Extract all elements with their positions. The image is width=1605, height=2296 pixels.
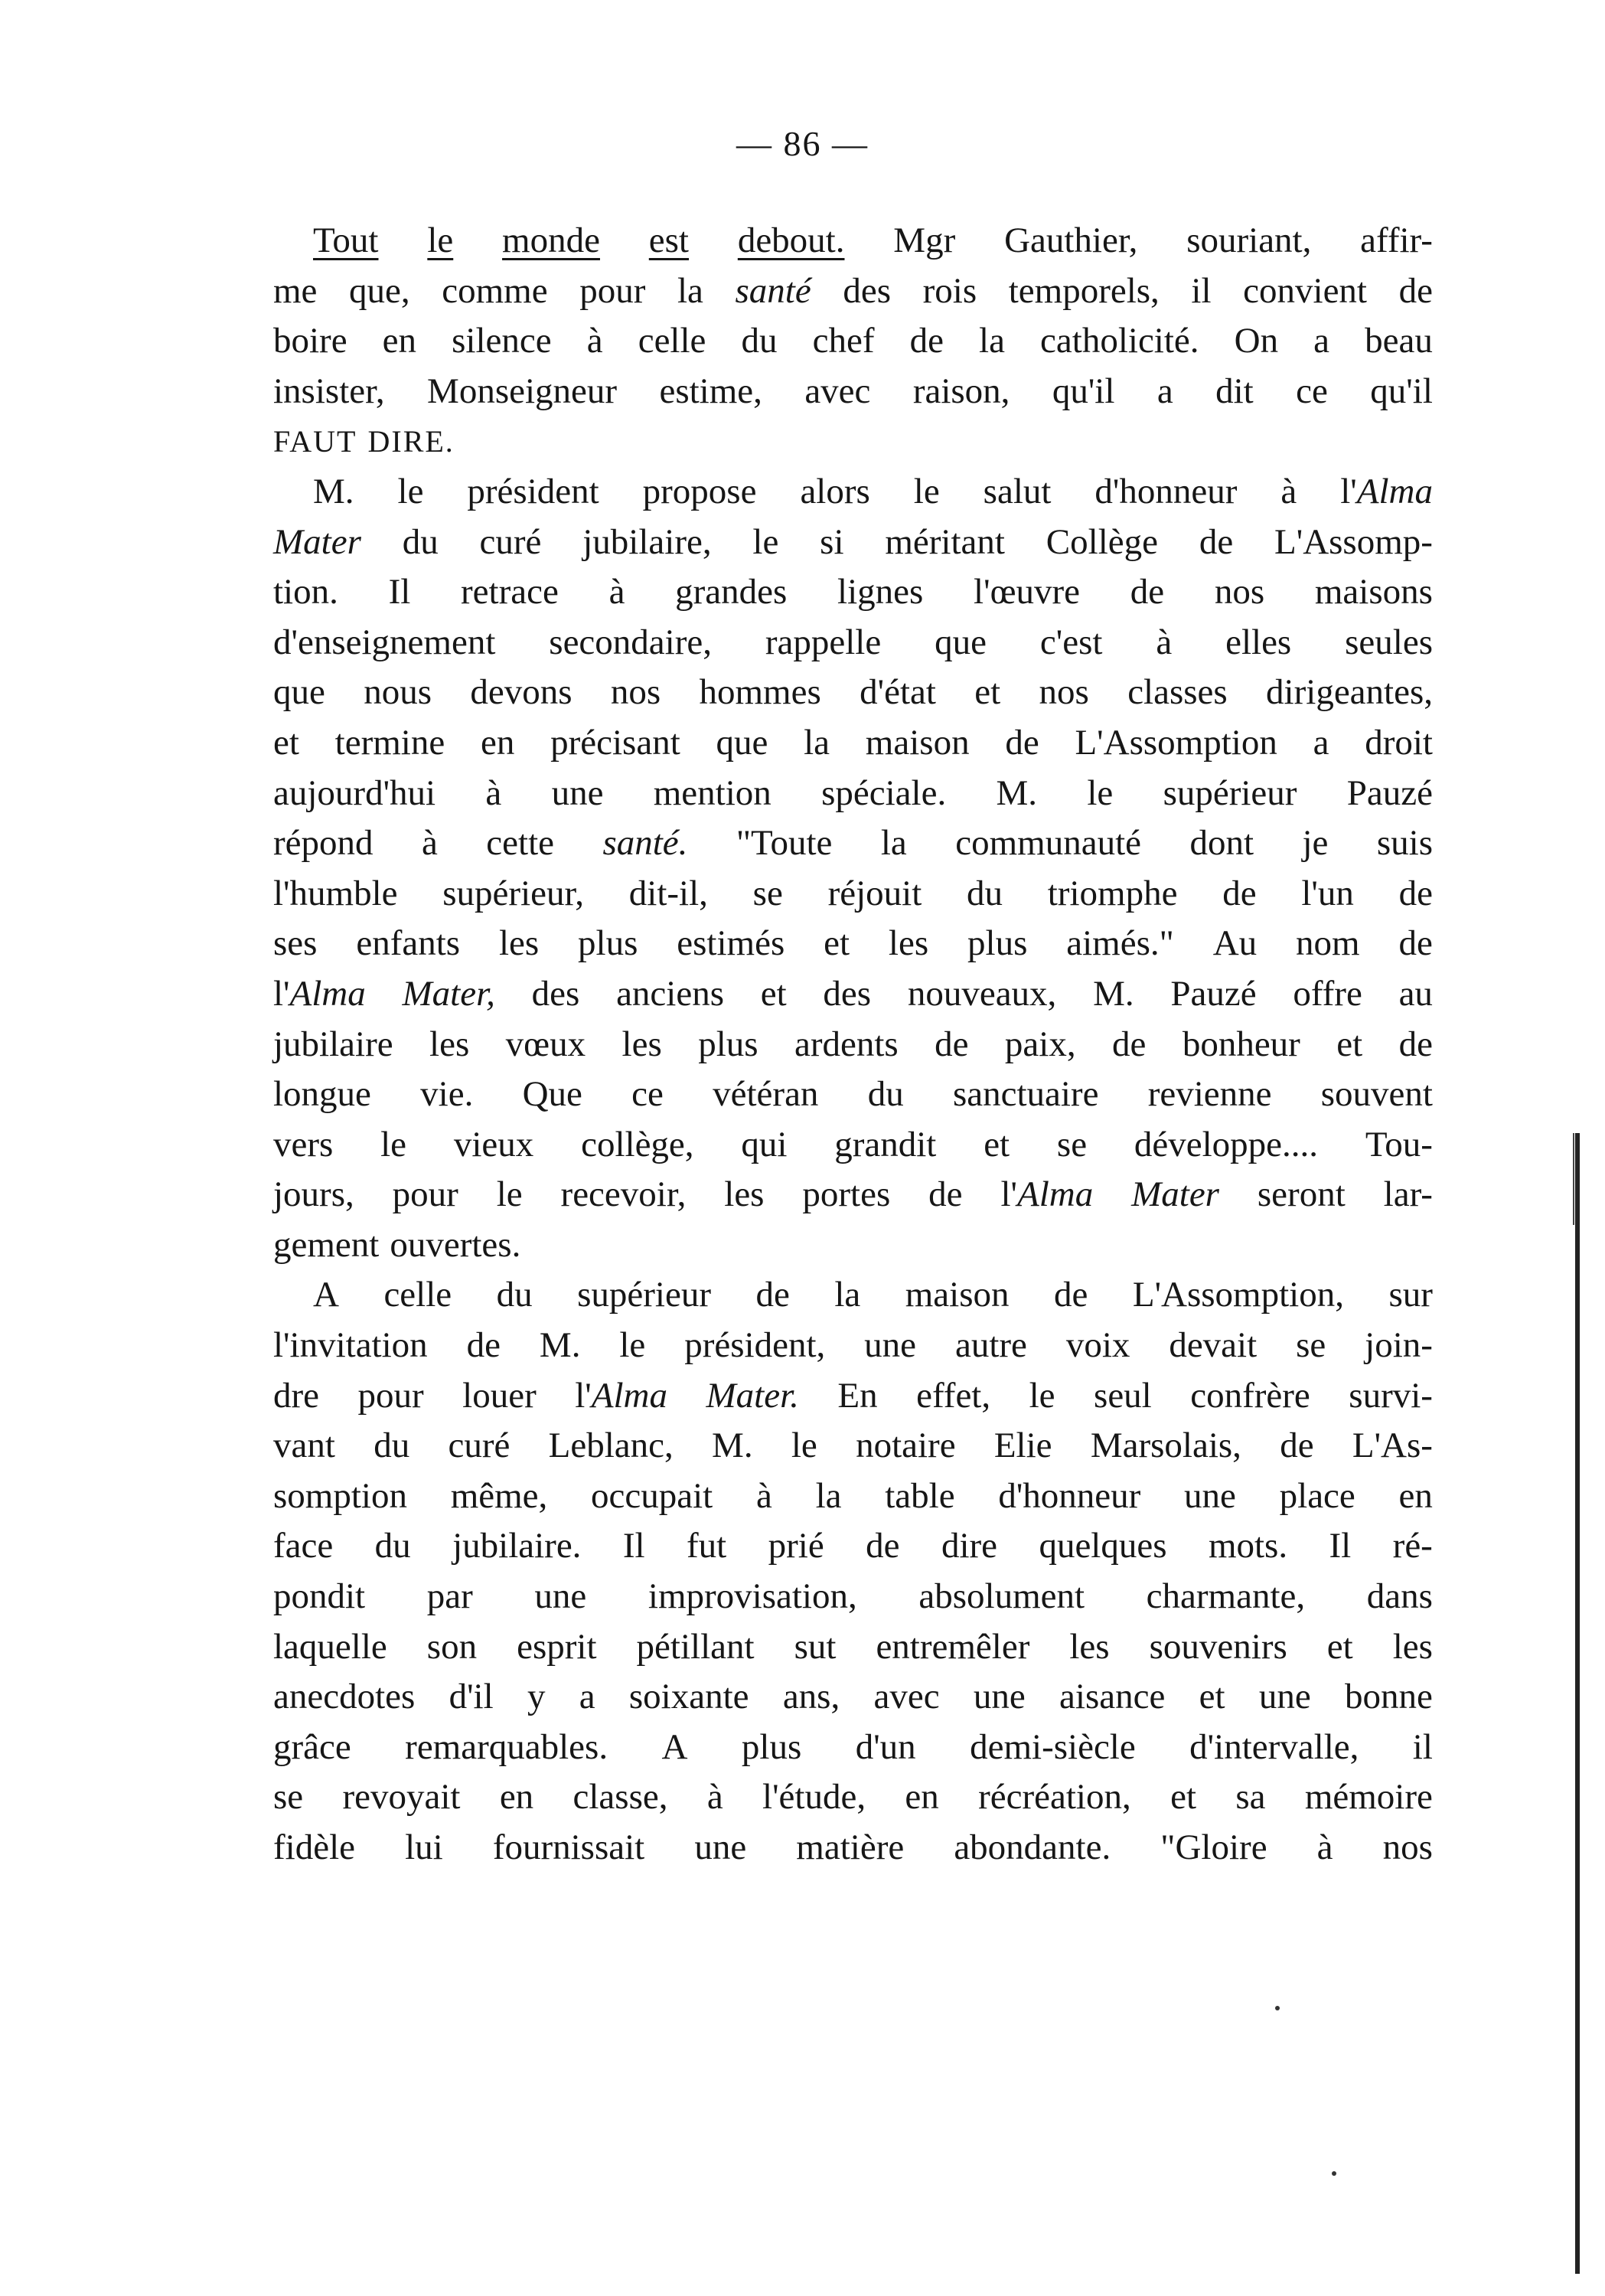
text-line: anecdotes d'il y a soixante ans, avec une aisance et une bonne bbox=[273, 1677, 1433, 1717]
text-line: Mater du curé jubilaire, le si méritant Collège de L'Assomp- bbox=[273, 521, 1433, 562]
scan-speck bbox=[1275, 2006, 1280, 2010]
text-line: l'invitation de M. le président, une autre voix devait se join- bbox=[273, 1325, 1433, 1366]
text-line: M. le président propose alors le salut d'honneur à l'Alma bbox=[313, 471, 1433, 511]
body-text bbox=[273, 216, 1433, 1873]
scan-edge-rule bbox=[1575, 1133, 1580, 2274]
scan-speck bbox=[1332, 2171, 1336, 2176]
text-line: d'enseignement secondaire, rappelle que c'est à elles seules bbox=[273, 622, 1433, 662]
text-line: répond à cette santé. "Toute la communauté dont je suis bbox=[273, 823, 1433, 864]
text-line: jours, pour le recevoir, les portes de l'Alma Mater seront lar- bbox=[273, 1174, 1433, 1215]
text-line: Tout le monde est debout. Mgr Gauthier, souriant, affir- bbox=[313, 220, 1433, 260]
text-line: laquelle son esprit pétillant sut entremêler les souvenirs et les bbox=[273, 1626, 1433, 1667]
text-line: se revoyait en classe, à l'étude, en récréation, et sa mémoire bbox=[273, 1777, 1433, 1818]
text-line: boire en silence à celle du chef de la catholicité. On a beau bbox=[273, 321, 1433, 361]
text-line: vers le vieux collège, qui grandit et se développe.... Tou- bbox=[273, 1124, 1433, 1164]
text-line: ses enfants les plus estimés et les plus aimés." Au nom de bbox=[273, 923, 1433, 964]
text-line: et termine en précisant que la maison de L'Assomption a droit bbox=[273, 722, 1433, 763]
text-line: A celle du supérieur de la maison de L'Assomption, sur bbox=[313, 1275, 1433, 1315]
text-line: me que, comme pour la santé des rois temporels, il convient de bbox=[273, 270, 1433, 311]
text-line: aujourd'hui à une mention spéciale. M. le supérieur Pauzé bbox=[273, 772, 1433, 813]
text-line: dre pour louer l'Alma Mater. En effet, le seul confrère survi- bbox=[273, 1375, 1433, 1416]
text-line: insister, Monseigneur estime, avec raison, qu'il a dit ce qu'il bbox=[273, 371, 1433, 411]
text-line: somption même, occupait à la table d'honneur une place en bbox=[273, 1475, 1433, 1516]
text-line: tion. Il retrace à grandes lignes l'œuvre de nos maisons bbox=[273, 572, 1433, 612]
text-line: FAUT DIRE. bbox=[273, 424, 455, 459]
scan-edge-mark bbox=[1573, 1133, 1574, 1225]
text-line: que nous devons nos hommes d'état et nos classes dirigeantes, bbox=[273, 672, 1433, 713]
text-line: jubilaire les vœux les plus ardents de paix, de bonheur et de bbox=[273, 1024, 1433, 1064]
text-line: gement ouvertes. bbox=[273, 1224, 521, 1265]
text-line: pondit par une improvisation, absolument charmante, dans bbox=[273, 1576, 1433, 1617]
text-line: fidèle lui fournissait une matière abondante. "Gloire à nos bbox=[273, 1827, 1433, 1867]
page-number: — 86 — bbox=[736, 124, 869, 163]
text-line: l'Alma Mater, des anciens et des nouveaux, M. Pauzé offre au bbox=[273, 973, 1433, 1014]
text-line: grâce remarquables. A plus d'un demi-siècle d'intervalle, il bbox=[273, 1726, 1433, 1767]
text-line: longue vie. Que ce vétéran du sanctuaire revienne souvent bbox=[273, 1074, 1433, 1115]
text-line: face du jubilaire. Il fut prié de dire quelques mots. Il ré- bbox=[273, 1526, 1433, 1566]
text-line: vant du curé Leblanc, M. le notaire Elie Marsolais, de L'As- bbox=[273, 1426, 1433, 1466]
text-line: l'humble supérieur, dit-il, se réjouit du triomphe de l'un de bbox=[273, 873, 1433, 913]
